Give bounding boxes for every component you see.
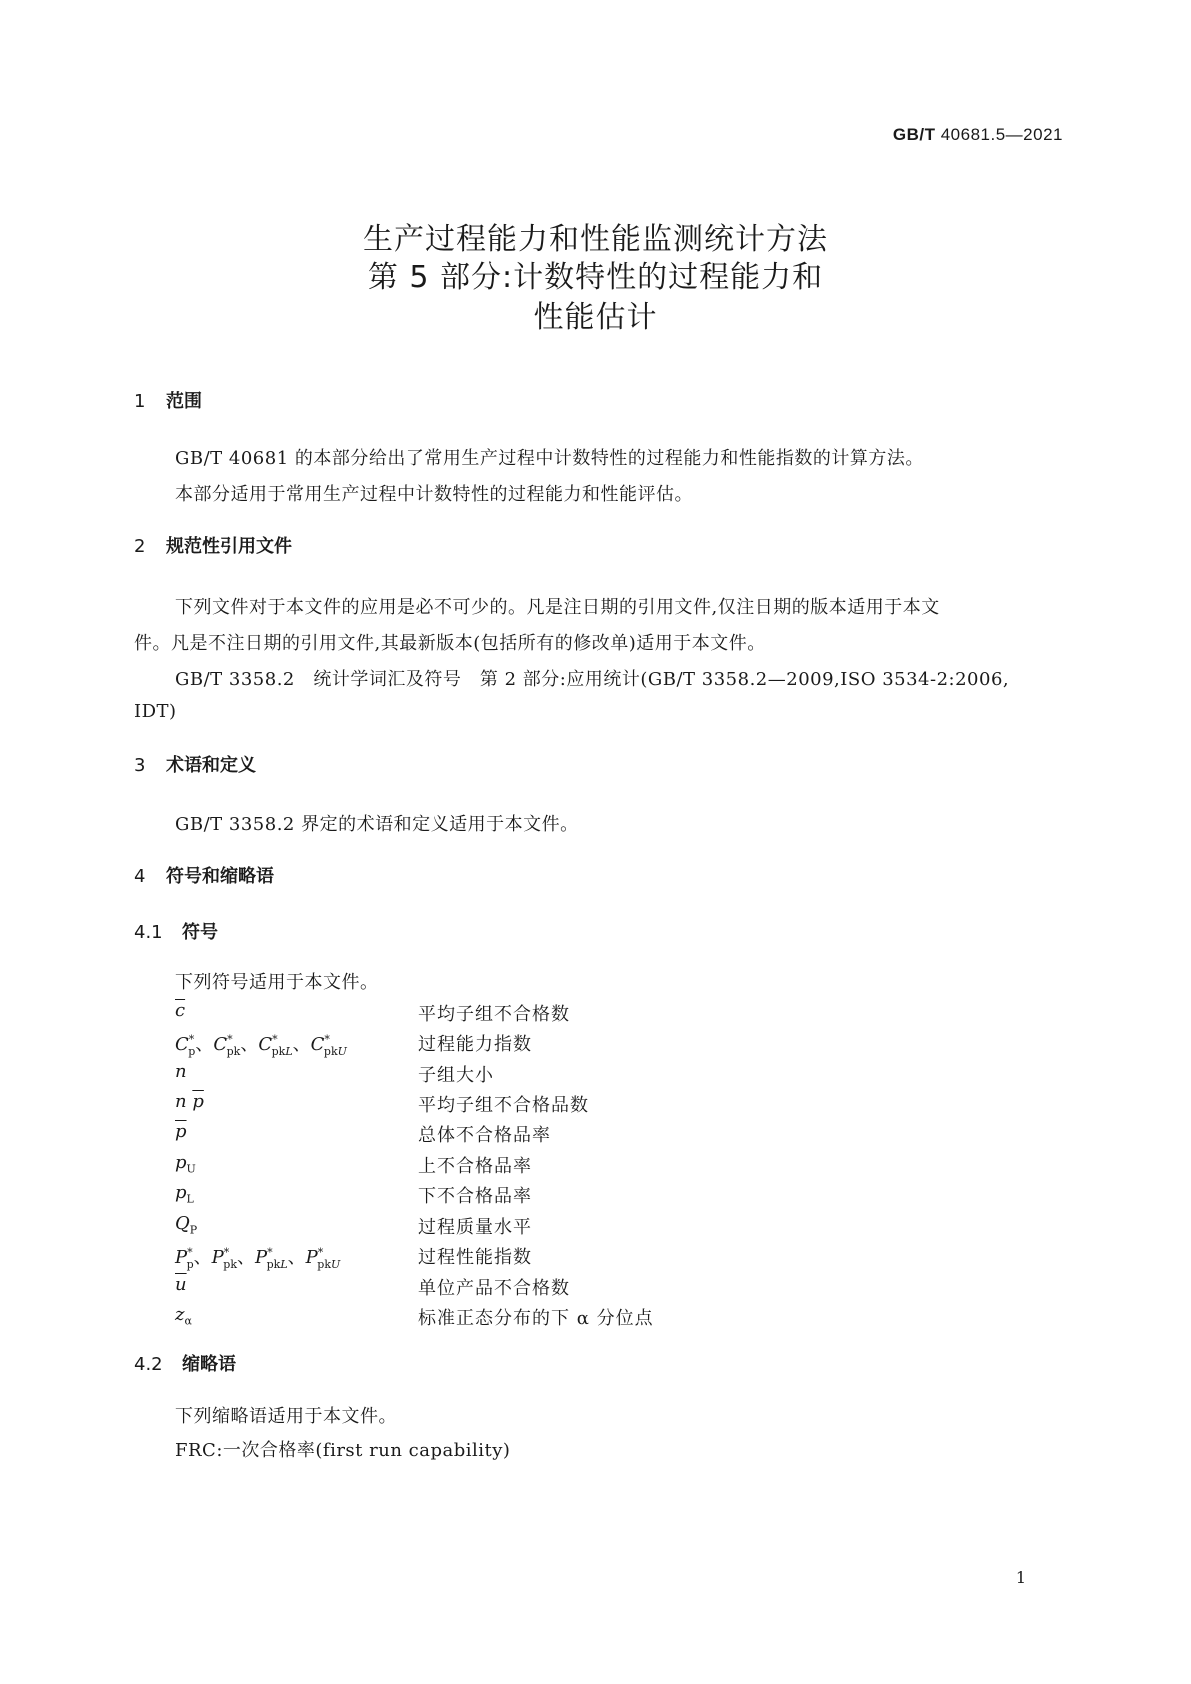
symbol-u-bar-desc: 单位产品不合格数 (418, 1278, 570, 1299)
symbol-c-bar: $\overline{c}$ (175, 1000, 186, 1021)
section-3-heading: 3 术语和定义 (134, 755, 256, 776)
symbol-cp-desc: 过程能力指数 (418, 1034, 532, 1055)
symbol-pp-indices: $P^*_p$、$P^*_{pk}$、$P^*_{pkL}$、$P^*_{pkU}$ (175, 1246, 341, 1271)
std-number: 40681.5—2021 (940, 125, 1063, 144)
symbol-QP: $Q_P$ (175, 1213, 198, 1237)
symbol-c-bar-desc: 平均子组不合格数 (418, 1004, 570, 1025)
section-2-para-1b: 件。凡是不注日期的引用文件,其最新版本(包括所有的修改单)适用于本文件。 (134, 633, 766, 654)
section-2-para-2a: GB/T 3358.2 统计学词汇及符号 第 2 部分:应用统计(GB/T 3358.2—2009,ISO 3534-2:2006, (175, 669, 1010, 690)
section-3-para-1: GB/T 3358.2 界定的术语和定义适用于本文件。 (175, 814, 579, 835)
section-1-para-2: 本部分适用于常用生产过程中计数特性的过程能力和性能评估。 (175, 484, 693, 505)
symbol-n-p-bar: n $\overline{p}$ (175, 1091, 204, 1112)
section-1-heading: 1 范围 (134, 391, 202, 412)
section-2-heading: 2 规范性引用文件 (134, 536, 292, 557)
symbol-n-desc: 子组大小 (418, 1065, 494, 1086)
title-line-3: 性能估计 (533, 300, 658, 335)
section-4-1-heading: 4.1 符号 (134, 922, 218, 943)
symbol-pL-desc: 下不合格品率 (418, 1186, 532, 1207)
section-4-2-intro: 下列缩略语适用于本文件。 (175, 1406, 397, 1427)
page-number: 1 (1015, 1568, 1026, 1587)
symbol-z-alpha-desc: 标准正态分布的下 α 分位点 (418, 1308, 654, 1329)
section-4-1-intro: 下列符号适用于本文件。 (175, 972, 379, 993)
symbol-pU: $p_U$ (175, 1152, 196, 1176)
std-prefix: GB/T (892, 125, 936, 144)
symbol-p-bar-desc: 总体不合格品率 (418, 1125, 551, 1146)
standard-code (893, 125, 1063, 145)
abbreviation-frc: FRC:一次合格率(first run capability) (175, 1440, 511, 1461)
section-4-heading: 4 符号和缩略语 (134, 866, 274, 887)
symbol-pL: $p_L$ (175, 1182, 194, 1206)
symbol-n: n (175, 1061, 187, 1082)
symbol-z-alpha: $z_\alpha$ (175, 1304, 192, 1328)
title-line-2: 第 5 部分:计数特性的过程能力和 (367, 260, 824, 295)
section-2-para-2b: IDT) (134, 701, 177, 722)
title-line-1: 生产过程能力和性能监测统计方法 (363, 222, 828, 257)
symbol-cp-indices: $C^*_p$、$C^*_{pk}$、$C^*_{pkL}$、$C^*_{pkU}$ (175, 1033, 347, 1058)
section-2-para-1a: 下列文件对于本文件的应用是必不可少的。凡是注日期的引用文件,仅注日期的版本适用于本文 (175, 597, 940, 618)
symbol-pp-desc: 过程性能指数 (418, 1247, 532, 1268)
symbol-QP-desc: 过程质量水平 (418, 1217, 532, 1238)
section-4-2-heading: 4.2 缩略语 (134, 1354, 236, 1375)
symbol-u-bar: $\overline{u}$ (175, 1274, 187, 1295)
section-1-para-1: GB/T 40681 的本部分给出了常用生产过程中计数特性的过程能力和性能指数的计算方法。 (175, 448, 924, 469)
symbol-n-p-bar-desc: 平均子组不合格品数 (418, 1095, 589, 1116)
symbol-pU-desc: 上不合格品率 (418, 1156, 532, 1177)
symbol-p-bar: $\overline{p}$ (175, 1121, 187, 1142)
